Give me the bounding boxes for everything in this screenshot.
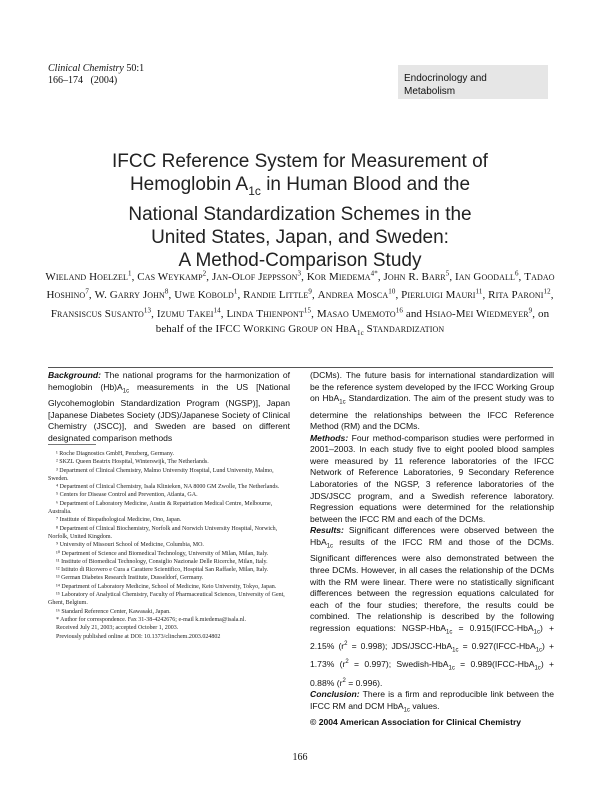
author-name: Uwe Kobold bbox=[174, 289, 234, 302]
author-affiliation-sup: 9 bbox=[308, 287, 312, 296]
author-affiliation-sup: 16 bbox=[395, 306, 403, 315]
footnote-item: Received July 21, 2003; accepted October 1, 2003. bbox=[56, 625, 179, 632]
section-label bbox=[398, 65, 548, 99]
author-name: Ian Goodall bbox=[455, 270, 515, 283]
article-title bbox=[40, 150, 560, 272]
title-subscript: 1c bbox=[248, 183, 261, 198]
behalf-suffix: Standardization bbox=[363, 322, 445, 335]
footnote-rule bbox=[48, 444, 96, 445]
author-name: Rita Paroni bbox=[488, 289, 544, 302]
behalf-subscript: 1c bbox=[356, 329, 364, 338]
footnote-item: ⁶ Department of Laboratory Medicine, Austin & Repatriation Medical Centre, Melbourne, Australia. bbox=[48, 500, 273, 516]
background-label: Background: bbox=[48, 370, 101, 380]
footnote-item: ¹³ German Diabetes Research Institute, Dusseldorf, Germany. bbox=[56, 575, 204, 582]
author-name: Wieland Hoelzel bbox=[45, 270, 128, 283]
footnote-item: Previously published online at DOI: 10.1373/clinchem.2003.024802 bbox=[56, 633, 221, 640]
abstract-top-rule bbox=[48, 367, 553, 368]
author-names: Wieland Hoelzel$^1$, Cas Weykamp$^2$, Jan-Olof Jeppsson$^3$, Kor Miedema$^{4*}$, John R. Barr$^5$, Ian Goodall$^6$, Tadao Hoshino$^7$, W. Garry John$^8$, Uwe Kobold$^1$, Randie Little$^9$, Andrea Mosca$^{10}$, Pierluigi Mauri$^{11}$, Rita Paroni$^{12}$, Fransiscus Susanto$^{13}$, Izumu Takei$^{14}$, Linda Thienpont$^{15}$, Masao Umemoto$^{16}$ and Hsiao-Mei Wiedmeyer$^9$, on bbox=[45, 269, 555, 320]
title-line-2b: in Human Blood and the bbox=[260, 174, 471, 195]
conclusion-sub: 1c bbox=[403, 707, 410, 714]
footnote-item: ¹ Roche Diagnostics GmbH, Penzberg, Germany. bbox=[56, 451, 174, 457]
author-name: Tadao Hoshino bbox=[46, 270, 555, 302]
author-affiliation-sup: 10 bbox=[388, 287, 396, 296]
author-affiliation-sup: 11 bbox=[475, 287, 483, 296]
results-label: Results: bbox=[310, 525, 344, 536]
results-text-2: results of the IFCC RM and those of the DCMs. Significant differences were also demonstrated between the three DCMs. However, in all cases the relationship of the DCMs with the RM were linear. There were no statistically significant differences between the regression equations calculated for each of the four studies; therefore, the results could be combined. The relationship is described by the following regression equations: NGSP-HbA bbox=[310, 537, 554, 633]
author-affiliation-sup: 5 bbox=[445, 269, 450, 277]
author-name: John R. Barr bbox=[383, 270, 446, 283]
abstract-background bbox=[48, 370, 290, 444]
background-text-2: measurements in the US [National Glycohemoglobin Standardization Program (NGSP)], Japan [Japanese Diabetes Society (JDS)/Japanese Society of Clinical Chemistry (JSCC)], and Sweden are based on different designated comparison methods bbox=[48, 381, 290, 443]
author-name: Fransiscus Susanto bbox=[50, 307, 144, 320]
author-name: Cas Weykamp bbox=[137, 270, 203, 283]
author-affiliation-sup: 3 bbox=[297, 269, 302, 277]
author-affiliation-sup: 12 bbox=[543, 287, 551, 296]
conclusion-text-2: values. bbox=[409, 700, 440, 711]
behalf-group: Working Group on HbA bbox=[243, 322, 357, 335]
footnote-item: ⁴ Department of Clinical Chemistry, Isala Klinieken, NA 8000 GM Zwolle, The Netherlands. bbox=[56, 484, 280, 491]
author-affiliation-sup: 2 bbox=[202, 269, 207, 277]
results-sub-3: 1c bbox=[533, 629, 540, 636]
journal-volume: 50:1 bbox=[126, 63, 145, 74]
author-affiliation-sup: 13 bbox=[143, 306, 152, 315]
results-text-8: = 0.997); Swedish-HbA bbox=[348, 659, 449, 670]
author-affiliation-sup: 9 bbox=[528, 306, 533, 315]
abstract-background-cont bbox=[310, 370, 554, 433]
author-affiliation-sup: 7 bbox=[85, 287, 89, 296]
results-text-1: Significant differences were observed between the HbA bbox=[310, 525, 554, 548]
footnote-item: ⁹ University of Missouri School of Medicine, Columbia, MO. bbox=[56, 542, 204, 549]
footnote-item: ⁵ Centers for Disease Control and Prevention, Atlanta, GA. bbox=[56, 492, 198, 499]
author-name: Andrea Mosca bbox=[317, 289, 389, 302]
results-sub-6: 1c bbox=[448, 665, 455, 672]
title-line-2a: Hemoglobin A bbox=[129, 174, 249, 195]
results-sup-1: 2 bbox=[344, 641, 348, 648]
journal-name: Clinical Chemistry bbox=[48, 63, 124, 74]
journal-citation bbox=[48, 63, 144, 87]
results-text-6: = 0.927(IFCC-HbA bbox=[458, 641, 536, 652]
title-line-5: A Method-Comparison Study bbox=[178, 249, 422, 271]
results-sub-5: 1c bbox=[535, 647, 543, 654]
footnote-item: ¹² Istituto di Ricovero e Cura a Carattere Scientifico, Hospital San Raffaele, Milan, Italy. bbox=[56, 567, 269, 574]
background-sub: 1c bbox=[122, 388, 130, 395]
results-text-3: = 0.915(IFCC-HbA bbox=[452, 622, 534, 633]
title-line-1: IFCC Reference System for Measurement of bbox=[112, 151, 488, 172]
abstract-left-column bbox=[48, 370, 290, 444]
author-name: Randie Little bbox=[243, 289, 309, 302]
abstract-results bbox=[310, 525, 554, 689]
methods-label: Methods: bbox=[310, 432, 349, 443]
author-affiliation-sup: 4* bbox=[370, 269, 378, 277]
author-affiliation-sup: 8 bbox=[164, 287, 169, 296]
author-name: Linda Thienpont bbox=[226, 307, 304, 320]
results-text-11: = 0.996). bbox=[345, 677, 383, 688]
section-line-1: Endocrinology and bbox=[404, 73, 487, 84]
author-name: Masao Umemoto bbox=[316, 307, 396, 320]
footnote-item: ⁸ Department of Clinical Biochemistry, Norfolk and Norwich University Hospital, Norwich, Norfolk, United Kingdom. bbox=[48, 525, 278, 540]
abstract-methods bbox=[310, 433, 554, 526]
background-cont-text-2: Standardization. The aim of the present study was to determine the relationships between the IFCC Reference Method (RM) and the DCMs. bbox=[310, 393, 554, 432]
page-number: 166 bbox=[292, 752, 308, 763]
author-affiliation-sup: 15 bbox=[303, 306, 312, 315]
results-text-10: ) + 0.88% (r bbox=[310, 659, 554, 688]
abstract-right-column bbox=[310, 370, 554, 729]
results-sub-4: 1c bbox=[452, 647, 459, 654]
results-text-9: = 0.989(IFCC-HbA bbox=[454, 659, 535, 670]
journal-pages: 166–174 bbox=[48, 75, 83, 86]
background-text-1: The national programs for the harmonization of hemoglobin (Hb)A bbox=[48, 370, 290, 392]
footnote-item: ¹⁶ Standard Reference Center, Kawasaki, Japan. bbox=[56, 608, 171, 615]
author-affiliation-sup: 1 bbox=[233, 287, 238, 296]
methods-text: Four method-comparison studies were performed in 2001–2003. In each study five to eight pooled blood samples were measured by 11 reference laboratories of the IFCC Network of Reference Laboratories, 9 Secondary Reference Laboratories of the NGSP, 3 reference laboratories of the JDS/JSCC program, and a Swedish reference laboratory. Regression equations were determined for the relationship between the IFCC RM and each of the DCMs. bbox=[310, 432, 554, 524]
results-sub-7: 1c bbox=[534, 665, 541, 672]
footnote-item: ³ Department of Clinical Chemistry, Malmo University Hospital, Lund University, Malmo, Sweden. bbox=[48, 467, 274, 482]
author-name: Pierluigi Mauri bbox=[401, 289, 476, 302]
author-name: Jan-Olof Jeppsson bbox=[211, 270, 298, 283]
behalf-line bbox=[155, 322, 445, 338]
author-name: Hsiao-Mei Wiedmeyer bbox=[424, 307, 529, 320]
behalf-prefix: behalf of the IFCC bbox=[155, 322, 244, 335]
author-affiliation-sup: 6 bbox=[514, 269, 519, 277]
results-text-7: ) + 1.73% (r bbox=[310, 641, 554, 670]
footnote-item: ² SKZL Queen Beatrix Hospital, Winterswijk, The Netherlands. bbox=[56, 459, 209, 466]
section-line-2: Metabolism bbox=[404, 86, 456, 97]
results-text-4: ) + 2.15% (r bbox=[310, 622, 554, 652]
results-sup-3: 2 bbox=[342, 677, 346, 684]
author-list bbox=[42, 266, 558, 341]
journal-year: (2004) bbox=[90, 75, 118, 86]
results-sub-2: 1c bbox=[446, 629, 453, 636]
footnote-item: ¹⁵ Laboratory of Analytical Chemistry, Faculty of Pharmaceutical Sciences, University of Gent, Ghent, Belgium. bbox=[48, 592, 285, 607]
affiliation-footnotes bbox=[48, 450, 290, 641]
results-text-5: = 0.998); JDS/JSCC-HbA bbox=[347, 641, 453, 652]
results-sub-1: 1c bbox=[326, 543, 334, 550]
author-name: Izumu Takei bbox=[156, 307, 214, 320]
background-cont-sub: 1c bbox=[339, 399, 346, 406]
background-cont-text: (DCMs). The future basis for international standardization will be the reference system developed by the IFCC Working Group on HbA bbox=[310, 370, 554, 404]
footnote-item: * Author for correspondence. Fax 31-38-4242676; e-mail k.miedema@isala.nl. bbox=[56, 616, 246, 623]
conclusion-label: Conclusion: bbox=[310, 689, 360, 700]
author-name: W. Garry John bbox=[94, 289, 165, 302]
title-line-3: National Standardization Schemes in the bbox=[128, 203, 472, 225]
author-affiliation-sup: 14 bbox=[213, 306, 221, 315]
results-sup-2: 2 bbox=[345, 659, 349, 666]
author-affiliation-sup: 1 bbox=[127, 269, 132, 277]
author-name: Kor Miedema bbox=[306, 270, 371, 283]
footnote-item: ⁷ Institute of Biopathological Medicine, Ono, Japan. bbox=[56, 517, 182, 524]
copyright-line: © 2004 American Association for Clinical Chemistry bbox=[310, 716, 522, 727]
title-line-2 bbox=[40, 173, 560, 203]
footnote-item: ¹⁰ Department of Science and Biomedical Technology, University of Milan, Milan, Italy. bbox=[56, 550, 269, 557]
conclusion-text-1: There is a firm and reproducible link between the IFCC RM and DCM HbA bbox=[310, 689, 554, 711]
footnote-item: ¹⁴ Department of Laboratory Medicine, School of Medicine, Keio University, Tokyo, Japan. bbox=[56, 583, 277, 590]
footnote-item: ¹¹ Institute of Biomedical Technology, Consiglio Nazionale Delle Ricerche, Milan, Italy. bbox=[56, 558, 268, 565]
title-line-4: United States, Japan, and Sweden: bbox=[151, 226, 449, 248]
abstract-conclusion bbox=[310, 689, 554, 717]
